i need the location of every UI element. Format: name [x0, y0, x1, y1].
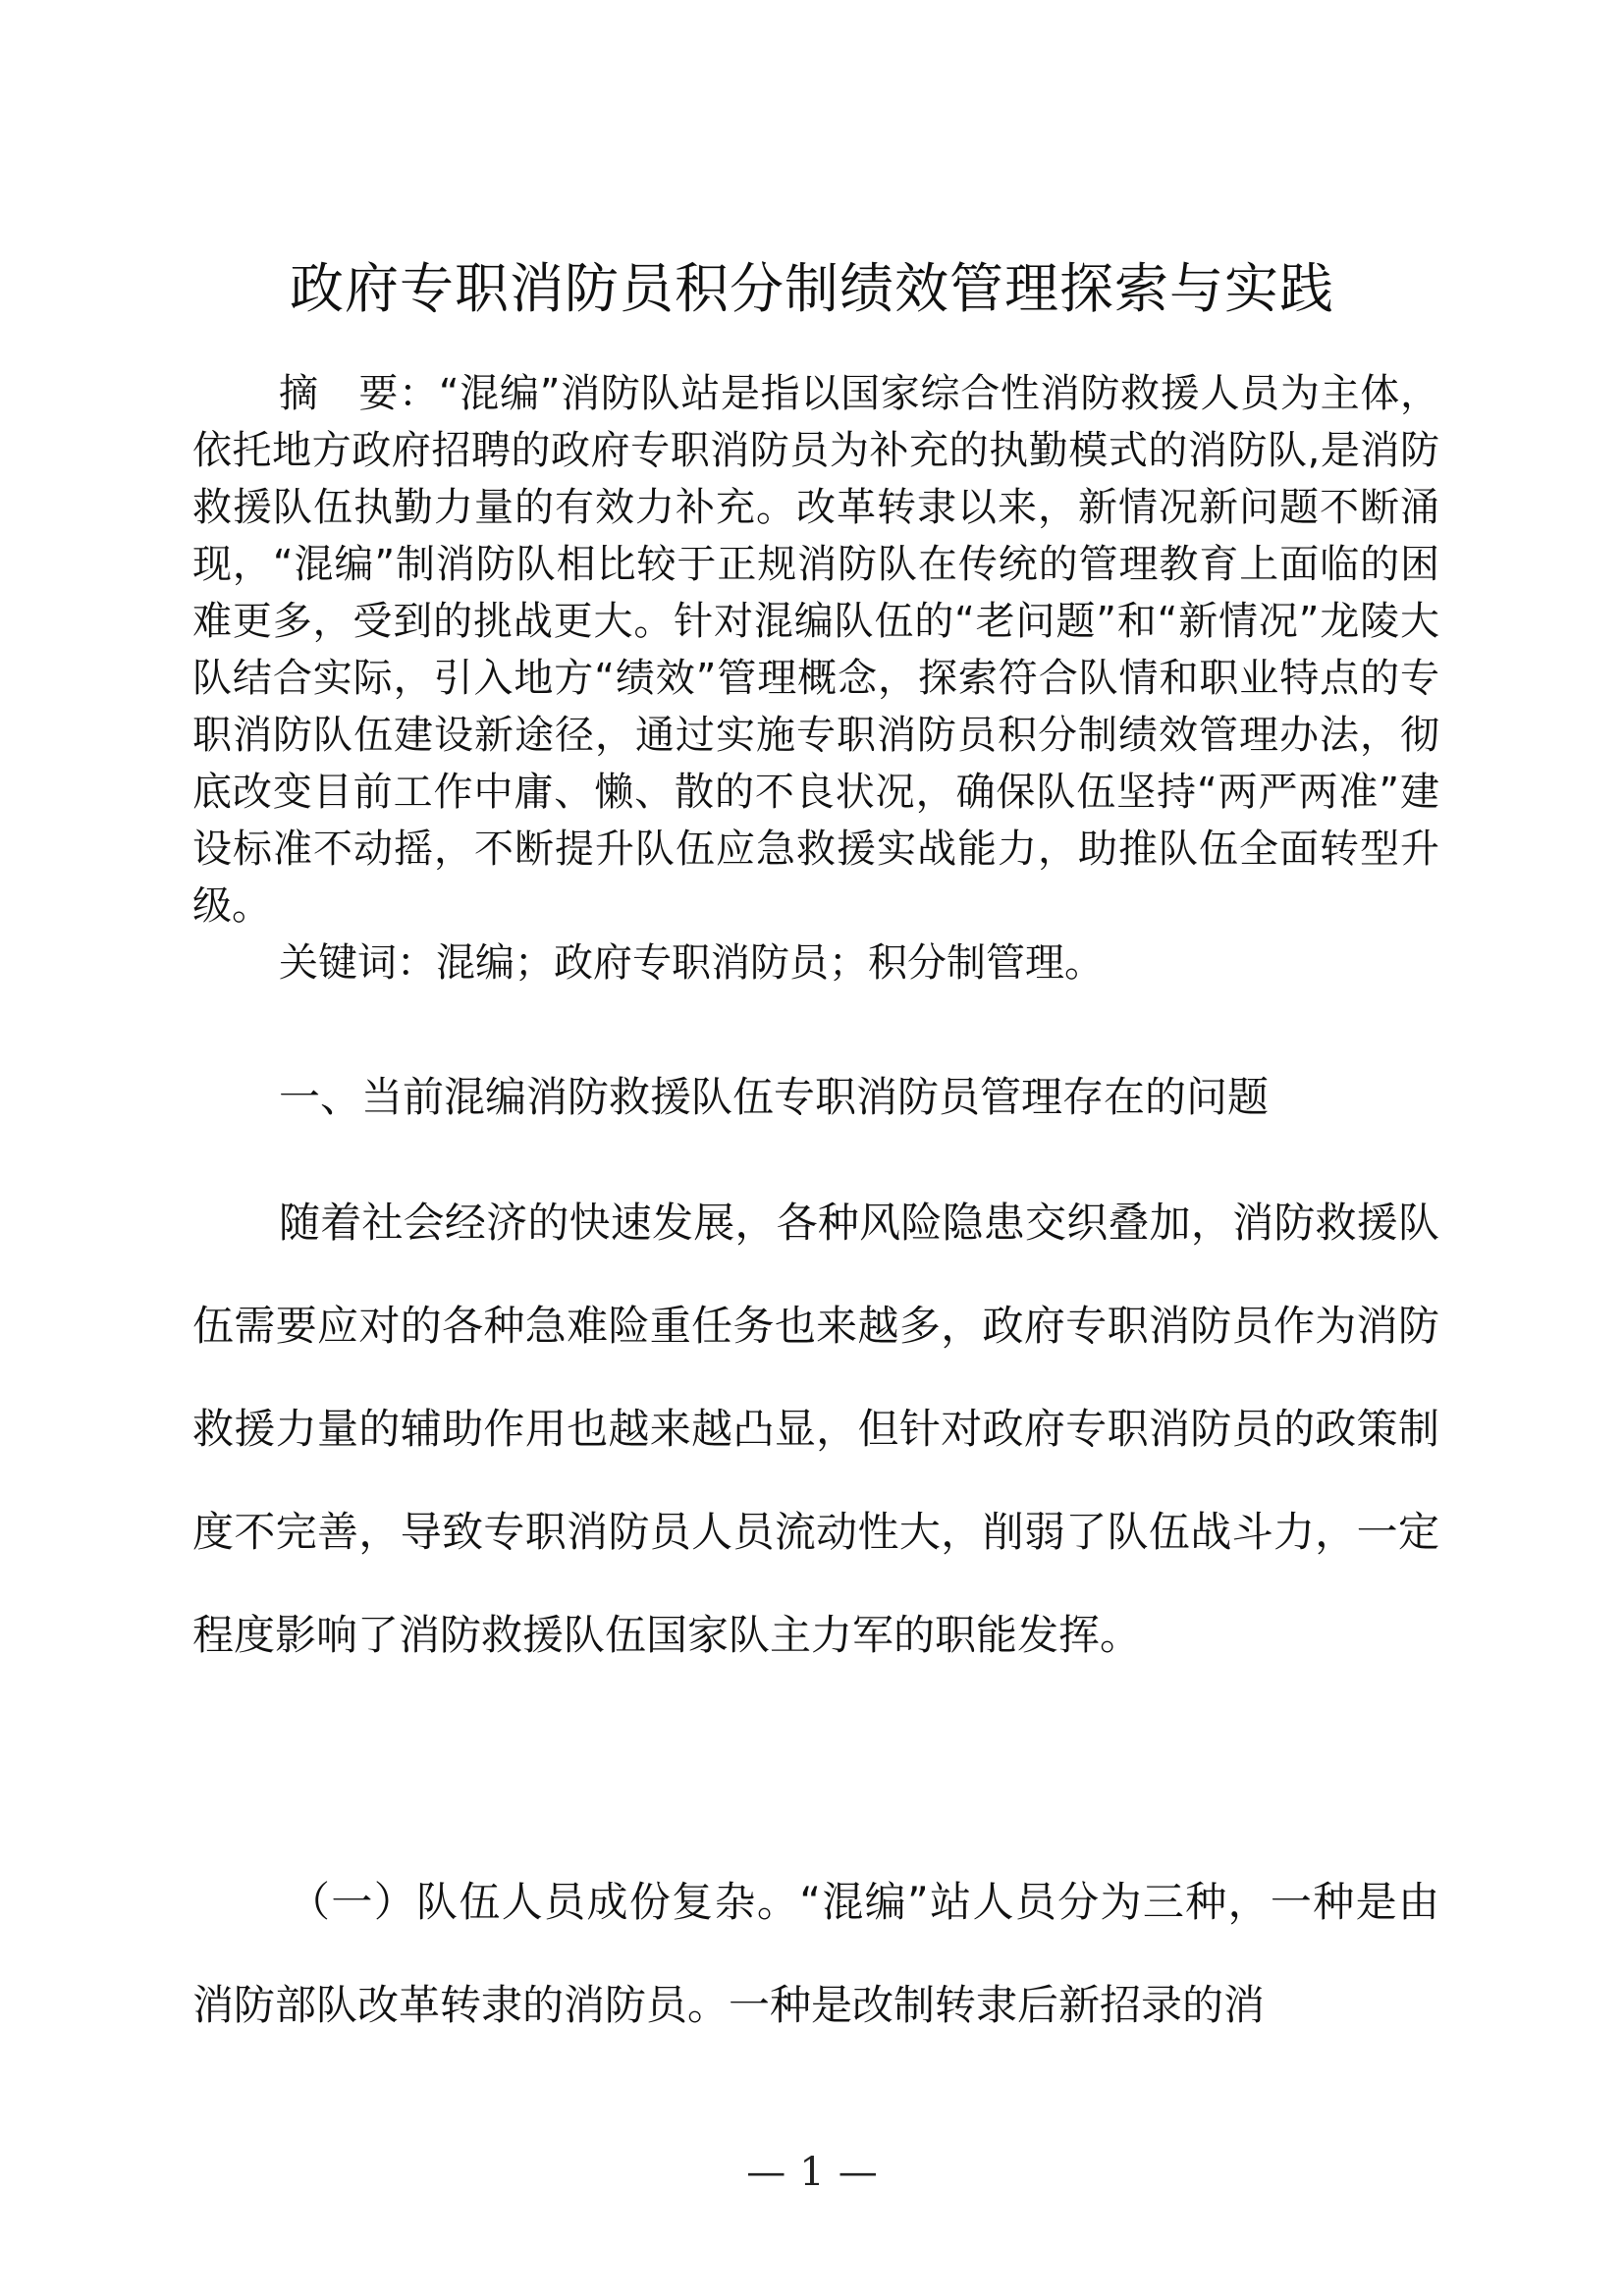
section-heading-1: 一、当前混编消防救援队伍专职消防员管理存在的问题 — [279, 1073, 1270, 1121]
body-paragraph: 随着社会经济的快速发展，各种风险隐患交织叠加，消防救援队伍需要应对的各种急难险重任务也来越多，政府专职消防员作为消防救援力量的辅助作用也越来越凸显，但针对政府专职消防员的政策制度不完善，导致专职消防员人员流动性大，削弱了队伍战斗力，一定程度影响了消防救援队伍国家队主力军的职能发挥。 — [192, 1199, 1439, 1659]
subsection-paragraph: （一）队伍人员成份复杂。“混编”站人员分为三种，一种是由消防部队改革转隶的消防员。一种是改制转隶后新招录的消 — [192, 1878, 1439, 2029]
page-number — [0, 2148, 1624, 2197]
abstract-paragraph — [192, 365, 1439, 934]
abstract-label: 摘 要： — [279, 371, 439, 416]
abstract-text: “混编”消防队站是指以国家综合性消防救援人员为主体，依托地方政府招聘的政府专职消防员为补充的执勤模式的消防队,是消防救援队伍执勤力量的有效力补充。改革转隶以来，新情况新问题不断涌现，“混编”制消防队相比较于正规消防队在传统的管理教育上面临的困难更多，受到的挑战更大。针对混编队伍的“老问题”和“新情况”龙陵大队结合实际，引入地方“绩效”管理概念，探索符合队情和职业特点的专职消防队伍建设新途径，通过实施专职消防员积分制绩效管理办法，彻底改变目前工作中庸、懒、散的不良状况，确保队伍坚持“两严两准”建设标准不动摇，不断提升队伍应急救援实战能力，助推队伍全面转型升级。 — [192, 371, 1440, 929]
page-number-value: 1 — [799, 2150, 825, 2195]
keywords-line: 关键词：混编；政府专职消防员；积分制管理。 — [279, 940, 1104, 986]
abstract-block — [192, 365, 1439, 991]
page-number-dash-right: — — [838, 2150, 878, 2195]
page-number-dash-left: — — [746, 2150, 786, 2195]
document-title: 政府专职消防员积分制绩效管理探索与实践 — [289, 256, 1334, 320]
